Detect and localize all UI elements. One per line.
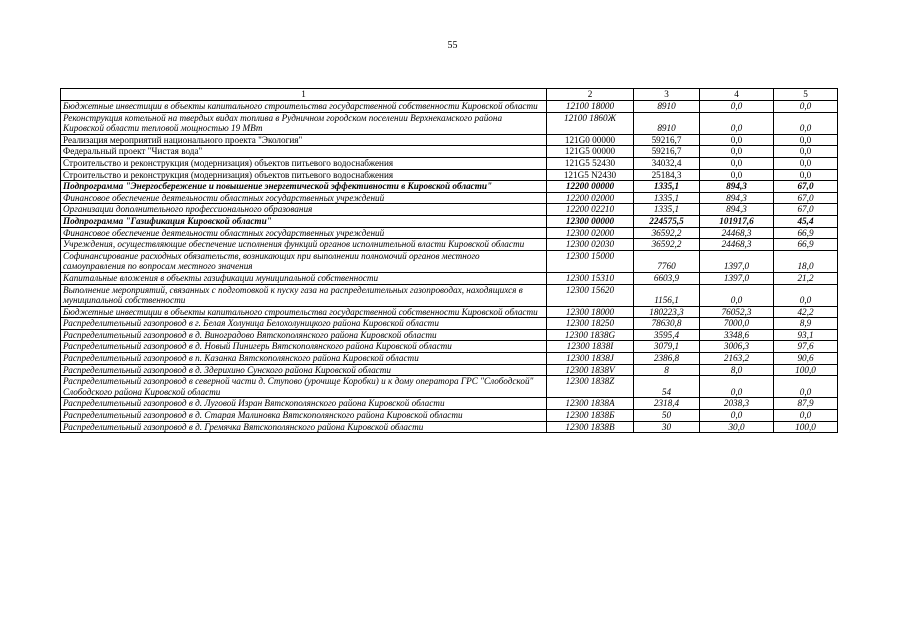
table-row [61,272,838,284]
row-col4-cell: 8,0 [700,364,774,376]
row-code-cell: 12300 1838V [547,364,634,376]
table-row [61,410,838,422]
row-col3-cell: 6603,9 [634,272,700,284]
row-col5-cell: 0,0 [774,157,838,169]
table-row [61,215,838,227]
row-code-cell: 12300 1838B [547,421,634,433]
row-col3-cell: 36592,2 [634,239,700,251]
page-number: 55 [447,40,458,51]
row-col3-cell: 224575,5 [634,215,700,227]
row-name-cell: Распределительный газопровод в д. Здерихино Сунского района Кировской области [61,364,547,376]
row-code-cell: 12300 15620 [547,284,634,306]
row-col3-cell: 1335,1 [634,192,700,204]
row-name-cell: Подпрограмма "Газификация Кировской области" [61,215,547,227]
row-code-cell: 12300 1838Б [547,410,634,422]
row-code-cell: 12300 1838I [547,341,634,353]
row-code-cell: 12300 18000 [547,306,634,318]
row-col4-cell: 3348,6 [700,329,774,341]
row-name-cell: Распределительный газопровод в северной части д. Ступово (урочище Коробки) и к дому оператора ГРС "Слободской" Слободского района Кировской области [61,376,547,398]
row-name-cell: Капитальные вложения в объекты газификации муниципальной собственности [61,272,547,284]
table-row [61,284,838,306]
row-name-cell: Федеральный проект "Чистая вода" [61,146,547,158]
column-header: 1 [61,89,547,101]
table-row [61,146,838,158]
row-col3-cell: 8910 [634,112,700,134]
row-col4-cell: 30,0 [700,421,774,433]
table-row [61,306,838,318]
row-col3-cell: 36592,2 [634,227,700,239]
table-row [61,318,838,330]
table-header-row [61,89,838,101]
row-col3-cell: 50 [634,410,700,422]
row-col5-cell: 66,9 [774,227,838,239]
row-name-cell: Строительство и реконструкция (модернизация) объектов питьевого водоснабжения [61,157,547,169]
table-row [61,169,838,181]
row-col5-cell: 0,0 [774,410,838,422]
table-row [61,101,838,113]
row-col4-cell: 0,0 [700,410,774,422]
row-name-cell: Учреждения, осуществляющие обеспечение исполнения функций органов исполнительной власти Кировской области [61,239,547,251]
table-row [61,239,838,251]
row-col5-cell: 42,2 [774,306,838,318]
row-code-cell: 121G5 N2430 [547,169,634,181]
row-code-cell: 121G0 00000 [547,134,634,146]
row-col4-cell: 0,0 [700,169,774,181]
row-col5-cell: 0,0 [774,134,838,146]
row-col4-cell: 7000,0 [700,318,774,330]
row-col4-cell: 3006,3 [700,341,774,353]
row-code-cell: 12200 00000 [547,181,634,193]
row-col4-cell: 0,0 [700,101,774,113]
row-code-cell: 12300 1838A [547,398,634,410]
row-col5-cell: 100,0 [774,364,838,376]
row-col3-cell: 2318,4 [634,398,700,410]
table-body [61,101,838,433]
row-code-cell: 12300 15000 [547,250,634,272]
row-code-cell: 121G5 52430 [547,157,634,169]
row-name-cell: Софинансирование расходных обязательств, возникающих при выполнении полномочий органов местного самоуправления по вопросам местного значения [61,250,547,272]
column-header: 4 [700,89,774,101]
row-col3-cell: 34032,4 [634,157,700,169]
row-col4-cell: 0,0 [700,112,774,134]
row-col5-cell: 0,0 [774,146,838,158]
row-code-cell: 12200 02000 [547,192,634,204]
row-col5-cell: 0,0 [774,101,838,113]
row-col4-cell: 101917,6 [700,215,774,227]
row-code-cell: 121G5 00000 [547,146,634,158]
row-col4-cell: 0,0 [700,146,774,158]
row-col3-cell: 2386,8 [634,353,700,365]
row-col4-cell: 0,0 [700,284,774,306]
row-col4-cell: 894,3 [700,192,774,204]
row-col5-cell: 0,0 [774,112,838,134]
row-col4-cell: 0,0 [700,134,774,146]
row-col5-cell: 90,6 [774,353,838,365]
table-row [61,421,838,433]
table-row [61,329,838,341]
row-name-cell: Строительство и реконструкция (модернизация) объектов питьевого водоснабжения [61,169,547,181]
row-col3-cell: 59216,7 [634,134,700,146]
row-col3-cell: 8 [634,364,700,376]
row-col5-cell: 93,1 [774,329,838,341]
row-code-cell: 12100 1860Ж [547,112,634,134]
row-col3-cell: 3595,4 [634,329,700,341]
row-col3-cell: 30 [634,421,700,433]
row-col5-cell: 0,0 [774,284,838,306]
column-header: 3 [634,89,700,101]
row-col5-cell: 0,0 [774,376,838,398]
row-col5-cell: 66,9 [774,239,838,251]
row-col4-cell: 24468,3 [700,239,774,251]
row-name-cell: Финансовое обеспечение деятельности областных государственных учреждений [61,192,547,204]
row-name-cell: Бюджетные инвестиции в объекты капитального строительства государственной собственности Кировской области [61,306,547,318]
row-col3-cell: 59216,7 [634,146,700,158]
row-col4-cell: 894,3 [700,181,774,193]
table-row [61,157,838,169]
row-col3-cell: 180223,3 [634,306,700,318]
row-col5-cell: 18,0 [774,250,838,272]
row-code-cell: 12300 02030 [547,239,634,251]
row-code-cell: 12300 18250 [547,318,634,330]
row-col4-cell: 1397,0 [700,272,774,284]
row-col4-cell: 894,3 [700,204,774,216]
row-name-cell: Организации дополнительного профессионального образования [61,204,547,216]
table-row [61,204,838,216]
row-col5-cell: 67,0 [774,181,838,193]
table-row [61,353,838,365]
row-name-cell: Реконструкция котельной на твердых видах топлива в Рудничном городском поселении Верхнекамского района Кировской области тепловой мощностью 19 МВт [61,112,547,134]
row-code-cell: 12300 1838J [547,353,634,365]
row-col4-cell: 24468,3 [700,227,774,239]
table-row [61,112,838,134]
table-row [61,181,838,193]
row-name-cell: Распределительный газопровод в г. Белая Холуница Белохолуницкого района Кировской области [61,318,547,330]
row-col4-cell: 0,0 [700,376,774,398]
row-code-cell: 12200 02210 [547,204,634,216]
column-header: 2 [547,89,634,101]
row-col4-cell: 2163,2 [700,353,774,365]
table-row [61,398,838,410]
row-name-cell: Распределительный газопровод в д. Новый Пинигерь Вятскополянского района Кировской области [61,341,547,353]
row-col5-cell: 8,9 [774,318,838,330]
row-col5-cell: 21,2 [774,272,838,284]
row-col3-cell: 1335,1 [634,181,700,193]
row-code-cell: 12100 18000 [547,101,634,113]
row-col3-cell: 8910 [634,101,700,113]
row-name-cell: Распределительный газопровод в п. Казанка Вятскополянского района Кировской области [61,353,547,365]
row-code-cell: 12300 1838Z [547,376,634,398]
table-row [61,364,838,376]
row-name-cell: Финансовое обеспечение деятельности областных государственных учреждений [61,227,547,239]
table-row [61,250,838,272]
row-col3-cell: 1335,1 [634,204,700,216]
row-code-cell: 12300 00000 [547,215,634,227]
row-col5-cell: 100,0 [774,421,838,433]
row-code-cell: 12300 15310 [547,272,634,284]
row-col4-cell: 0,0 [700,157,774,169]
row-col3-cell: 3079,1 [634,341,700,353]
table-row [61,192,838,204]
row-name-cell: Распределительный газопровод в д. Виноградово Вятскополянского района Кировской области [61,329,547,341]
row-col3-cell: 7760 [634,250,700,272]
row-col5-cell: 67,0 [774,204,838,216]
row-name-cell: Реализация мероприятий национального проекта "Экология" [61,134,547,146]
row-col3-cell: 25184,3 [634,169,700,181]
budget-table [60,88,838,433]
row-name-cell: Выполнение мероприятий, связанных с подготовкой к пуску газа на распределительных газопроводах, находящихся в муниципальной собственности [61,284,547,306]
column-header: 5 [774,89,838,101]
row-name-cell: Распределительный газопровод в д. Гремячка Вятскополянского района Кировской области [61,421,547,433]
row-col5-cell: 67,0 [774,192,838,204]
row-col3-cell: 54 [634,376,700,398]
row-name-cell: Бюджетные инвестиции в объекты капитального строительства государственной собственности Кировской области [61,101,547,113]
row-col5-cell: 45,4 [774,215,838,227]
row-col5-cell: 97,6 [774,341,838,353]
row-col5-cell: 87,9 [774,398,838,410]
table-row [61,134,838,146]
table-row [61,227,838,239]
table-row [61,376,838,398]
row-code-cell: 12300 02000 [547,227,634,239]
row-col4-cell: 2038,3 [700,398,774,410]
row-col4-cell: 1397,0 [700,250,774,272]
row-name-cell: Подпрограмма "Энергосбережение и повышение энергетической эффективности в Кировской области" [61,181,547,193]
row-col4-cell: 76052,3 [700,306,774,318]
row-col5-cell: 0,0 [774,169,838,181]
row-col3-cell: 78630,8 [634,318,700,330]
row-name-cell: Распределительный газопровод в д. Старая Малиновка Вятскополянского района Кировской области [61,410,547,422]
table-row [61,341,838,353]
row-col3-cell: 1156,1 [634,284,700,306]
row-name-cell: Распределительный газопровод в д. Луговой Изран Вятскополянского района Кировской области [61,398,547,410]
row-code-cell: 12300 1838G [547,329,634,341]
